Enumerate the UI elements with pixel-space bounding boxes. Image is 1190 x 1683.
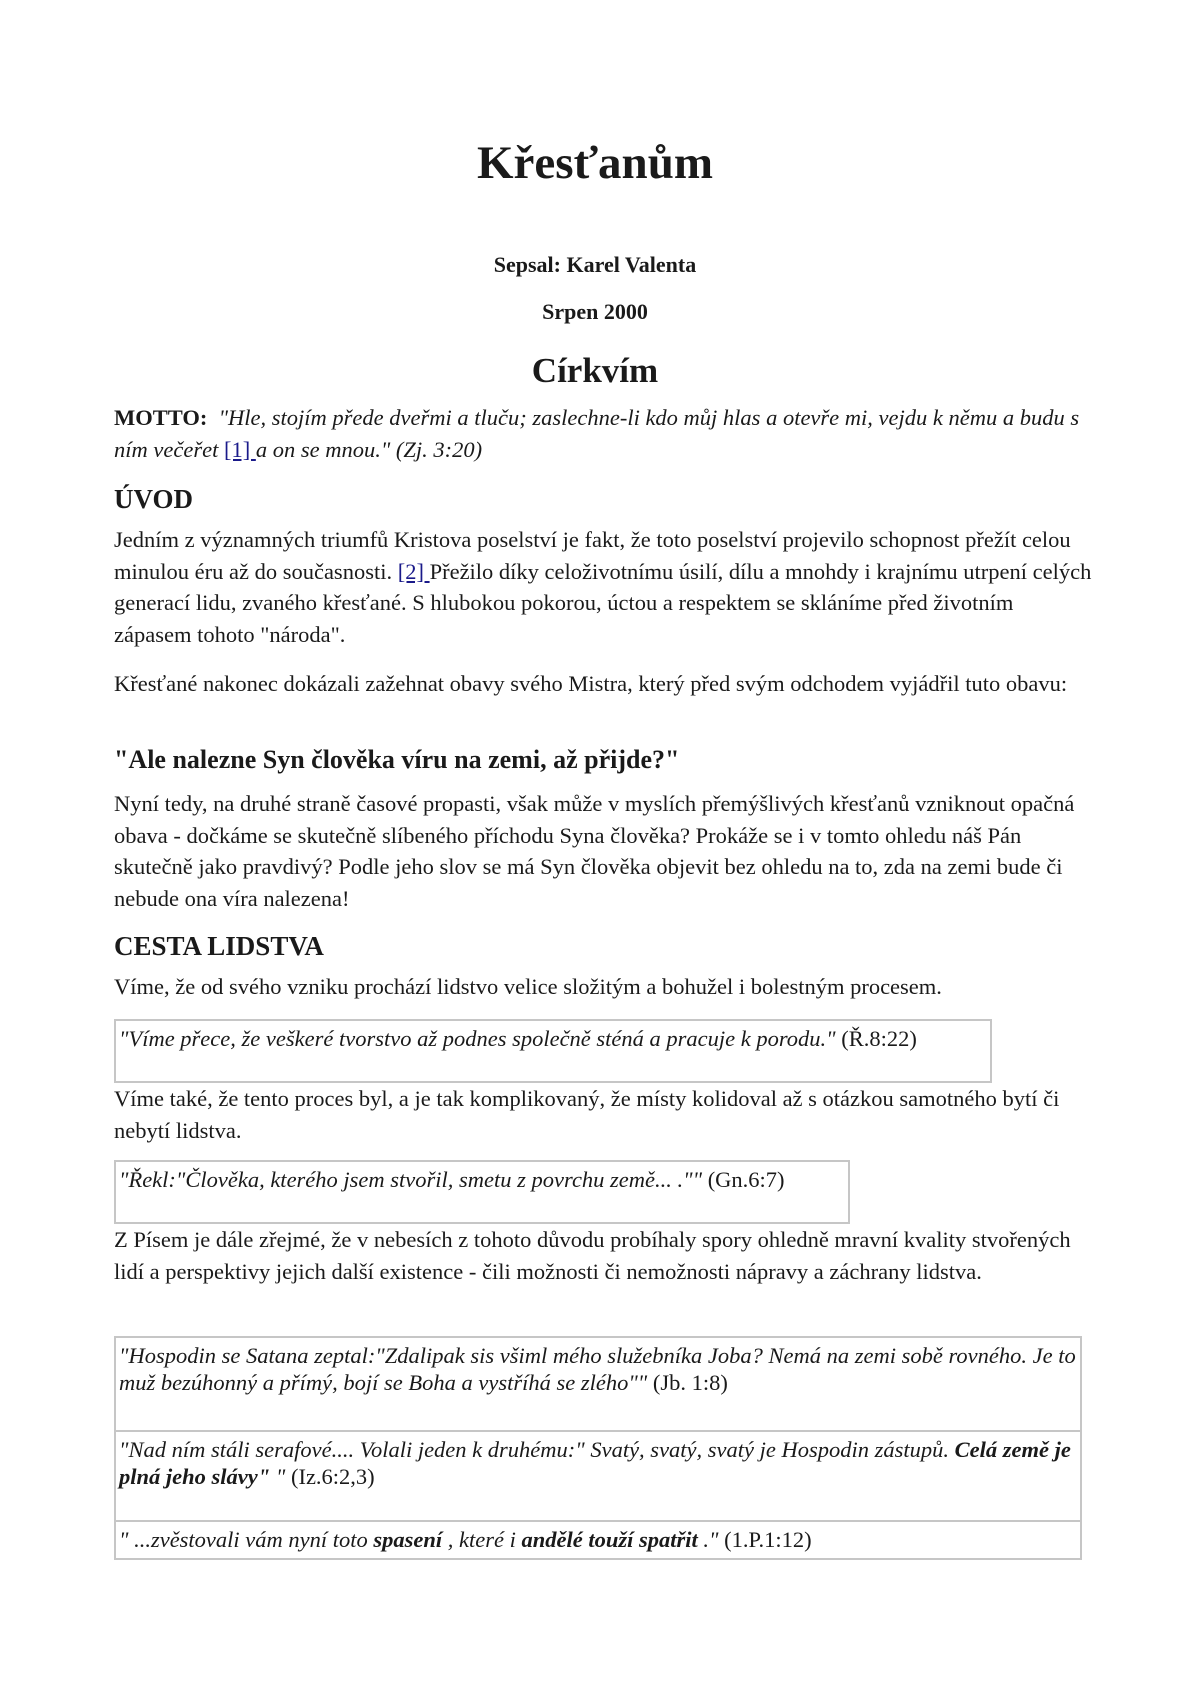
intro-p1-text-b: Přežilo díky celoživotnímu úsilí, dílu a mnohdy i krajnímu utrpení celých generací lidu, zvaného křesťané. S hlubokou pokorou, úctou a respektem se skláníme před životním zápasem tohoto "národa". bbox=[114, 558, 1092, 648]
motto-quote-part2: a on se mnou." bbox=[255, 436, 391, 462]
quote-table bbox=[114, 1336, 1082, 1560]
path-heading: CESTA LIDSTVA bbox=[114, 931, 324, 961]
quote-peter-b: spasení bbox=[373, 1527, 443, 1552]
quote-romans-source: (Ř.8:22) bbox=[835, 1026, 917, 1051]
quote-peter-a: " ...zvěstovali vám nyní toto bbox=[119, 1527, 374, 1552]
quote-romans-text: "Víme přece, že veškeré tvorstvo až podnes společně sténá a pracuje k porodu." bbox=[119, 1026, 836, 1051]
intro-heading: ÚVOD bbox=[114, 484, 193, 514]
quote-peter-source: (1.P.1:12) bbox=[718, 1527, 812, 1552]
quote-heading: "Ale nalezne Syn člověka víru na zemi, až přijde?" bbox=[114, 745, 680, 774]
quote-job-source: (Jb. 1:8) bbox=[647, 1370, 728, 1395]
quote-isaiah-tail: " bbox=[270, 1464, 286, 1489]
quote-peter-d: andělé touží spatřit bbox=[521, 1527, 698, 1552]
motto-label: MOTTO: bbox=[114, 405, 208, 430]
quote-isaiah-source: (Iz.6:2,3) bbox=[285, 1464, 375, 1489]
quote-job-text: "Hospodin se Satana zeptal:"Zdalipak sis všiml mého služebníka Joba? Nemá na zemi sobě rovného. Je to muž bezúhonný a přímý, bojí se Boha a vystříhá se zlého"" bbox=[119, 1343, 1076, 1395]
quote-row-peter bbox=[116, 1522, 1080, 1558]
intro-paragraph-3: Nyní tedy, na druhé straně časové propasti, však může v myslích přemýšlivých křesťanů vzniknout opačná obava - dočkáme se skutečně slíbeného příchodu Syna člověka? Prokáže se i v tomto ohledu náš Pán skutečně jako pravdivý? Podle jeho slov se má Syn člověka objevit bez ohledu na to, zda na zemi bude či nebude ona víra nalezena! bbox=[114, 791, 1075, 912]
date-line: Srpen 2000 bbox=[542, 299, 648, 324]
path-paragraph-3: Z Písem je dále zřejmé, že v nebesích z tohoto důvodu probíhaly spory ohledně mravní kvality stvořených lidí a perspektivy jejich další existence - čili možnosti či nemožnosti nápravy a záchrany lidstva. bbox=[114, 1227, 1071, 1284]
motto-paragraph bbox=[114, 402, 1094, 465]
path-paragraph-2: Víme také, že tento proces byl, a je tak komplikovaný, že místy kolidoval až s otázkou samotného bytí či nebytí lidstva. bbox=[114, 1086, 1060, 1143]
author-line: Sepsal: Karel Valenta bbox=[493, 252, 697, 277]
quote-isaiah-text: "Nad ním stáli serafové.... Volali jeden k druhému:" Svatý, svatý, svatý je Hospodin zástupů. bbox=[119, 1437, 955, 1462]
quote-isaiah-bold: Celá země je plná jeho slávy" bbox=[119, 1437, 1071, 1489]
motto-quote-part1: "Hle, stojím přede dveřmi a tluču; zaslechne-li kdo můj hlas a otevře mi, vejdu k němu a budu s ním večeřet bbox=[114, 405, 1080, 462]
section-title: Církvím bbox=[531, 351, 659, 390]
quote-genesis-text: "Řekl:"Člověka, kterého jsem stvořil, smetu z povrchu země... ."" bbox=[119, 1167, 703, 1192]
footnote-link-1[interactable]: [1] bbox=[223, 436, 256, 462]
quote-row-job bbox=[116, 1338, 1080, 1432]
document-title: Křesťanům bbox=[477, 137, 713, 189]
quote-peter-e: ." bbox=[697, 1527, 719, 1552]
intro-paragraph-2: Křesťané nakonec dokázali zažehnat obavy svého Mistra, který před svým odchodem vyjádřil tuto obavu: bbox=[114, 671, 1068, 696]
motto-source: (Zj. 3:20) bbox=[390, 436, 483, 462]
quote-row-isaiah bbox=[116, 1432, 1080, 1522]
intro-paragraph-1 bbox=[114, 524, 1094, 651]
quote-peter-c: , které i bbox=[442, 1527, 522, 1552]
quote-genesis-source: (Gn.6:7) bbox=[702, 1167, 785, 1192]
quote-box-genesis bbox=[114, 1160, 850, 1224]
intro-p1-text-a: Jedním z významných triumfů Kristova poselství je fakt, že toto poselství projevilo schopnost přežít celou minulou éru až do současnosti. bbox=[114, 527, 1071, 584]
footnote-link-2[interactable]: [2] bbox=[397, 558, 430, 584]
path-paragraph-1: Víme, že od svého vzniku prochází lidstvo velice složitým a bohužel i bolestným procesem. bbox=[114, 974, 942, 999]
quote-box-romans bbox=[114, 1019, 992, 1083]
